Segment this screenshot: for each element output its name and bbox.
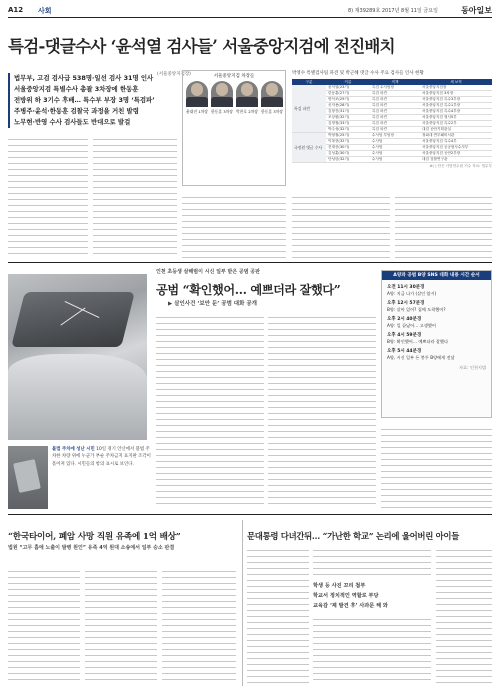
table-cell: 특검 파견 xyxy=(370,91,420,97)
timeline-time: 오후 12시 57분경 xyxy=(387,301,425,306)
table-source: ※( ) 안은 사법연수원 기수 자료: 법무부 xyxy=(429,164,492,168)
timeline-text: B양: 확인했어… 예쁘더라 잘했다 xyxy=(387,338,449,344)
official-name: 한동훈 3차장 xyxy=(261,109,283,114)
table-cell: 청와대 반부패비서관 xyxy=(420,133,492,139)
bottom-left-subhead: 법원 “고무 흄에 노출이 발병 원인” 유족 4억 원대 소송에서 일부 승소 판결 xyxy=(8,545,175,551)
table-cell: 서울중앙지검 특수3부장 xyxy=(420,97,492,103)
table-cell: 한동훈(27기) xyxy=(326,91,370,97)
top-headline: 특검-댓글수사 ‘윤석열 검사들’ 서울중앙지검에 전진배치 xyxy=(8,37,395,56)
date-line: 8) 제39289호 2017년 8월 11일 금요일 xyxy=(348,8,438,14)
table-cell: 서울중앙지검 특수4부장 xyxy=(420,109,492,115)
official-photo xyxy=(261,81,283,107)
lead-point: 서울중앙지검 특별수사 총괄 3차장에 한동훈 xyxy=(14,85,139,93)
table-cell: 김영철(33기) xyxy=(326,121,370,127)
officials-photo-box xyxy=(182,70,286,186)
section-divider xyxy=(8,262,492,263)
article-body-column xyxy=(436,545,492,683)
table-cell: 조상원(32기) xyxy=(326,115,370,121)
table-header: 이름 xyxy=(326,79,370,85)
table-cell: 김성훈(30기) xyxy=(326,151,370,157)
bottom-right-subhead xyxy=(313,581,431,611)
timeline-text: B양: 살아 있어? 집에 도착했어? xyxy=(387,306,446,312)
table-cell: 단성한(32기) xyxy=(326,157,370,163)
timeline-text: A양: 지금 나가 (살인 암시) xyxy=(387,290,437,296)
middle-kicker: 인천 초등생 살해범이 시신 일부 받은 공범 공판 xyxy=(156,269,260,275)
timeline-time: 오전 11시 30분경 xyxy=(387,285,425,290)
appointment-table-box xyxy=(292,70,492,169)
table-cell: 수사팀 xyxy=(370,157,420,163)
article-body-column xyxy=(381,424,492,508)
article-body-column xyxy=(156,312,264,504)
bottom-left-headline: “한국타이어, 폐암 사망 직원 유족에 1억 배상” xyxy=(8,532,181,542)
article-body-column xyxy=(8,134,88,254)
timeline-item xyxy=(382,285,491,296)
table-cell: 특검 파견 xyxy=(370,109,420,115)
table-cell: 대검 공안기획관실 xyxy=(420,127,492,133)
section-divider xyxy=(8,514,492,515)
article-body-column xyxy=(247,545,309,683)
article-body-column xyxy=(313,545,431,575)
lead-point: 노무현·반영 수사 검사들도 반대으로 발걸 xyxy=(14,118,131,126)
table-cell: 박형철(25기) xyxy=(326,133,370,139)
page-number: A12 xyxy=(8,6,24,14)
table-cell: 박주성(32기) xyxy=(326,127,370,133)
table-cell: 특검 파견 xyxy=(370,103,420,109)
table-cell: 신자용(28기) xyxy=(326,103,370,109)
official-photo xyxy=(211,81,233,107)
table-cell: 특검 파견 xyxy=(370,121,420,127)
lead-points xyxy=(8,73,178,128)
middle-subhead: ▶ 살인사건 ‘보안 둔’ 공범 대화 공개 xyxy=(168,301,257,307)
column-divider xyxy=(242,520,243,686)
table-cell: 김창진(31기) xyxy=(326,109,370,115)
table-cell: 서울중앙지검 3차장 xyxy=(420,91,492,97)
table-cell: 특검 파견 xyxy=(370,115,420,121)
table-cell: 대검 검찰연구관 xyxy=(420,157,492,163)
illegal-parking-car-photo xyxy=(8,274,147,440)
table-cell: 진재선(30기) xyxy=(326,145,370,151)
timeline-item xyxy=(382,349,491,360)
article-body-column xyxy=(93,134,177,254)
article-body-column xyxy=(313,614,431,680)
table-cell: 수사팀 xyxy=(370,151,420,157)
table-group-label: 특검 파견 xyxy=(292,85,326,133)
table-cell: 서울중앙지검 공공형사수사부 xyxy=(420,145,492,151)
lead-point: 전방위 하 3기수 후배… 특수부 부장 3명 ‘특검파’ xyxy=(14,96,155,104)
table-cell: 서울중앙지검 특수4부 xyxy=(420,139,492,145)
timeline-time: 오후 4시 59분경 xyxy=(387,333,422,338)
table-cell: 이복현(32기) xyxy=(326,139,370,145)
table-cell: 양석조(29기) xyxy=(326,97,370,103)
article-body-column xyxy=(292,192,390,258)
table-cell: 서울중앙지검 형사5부 xyxy=(420,115,492,121)
official-name: 윤대진 1차장 xyxy=(186,109,208,114)
sns-timeline-box xyxy=(381,270,492,418)
timeline-item xyxy=(382,301,491,312)
subhead-line: 학생 등 사진 꼬리 첨부 xyxy=(313,583,366,589)
photo-caption-small: (서울중앙지검장) xyxy=(157,72,191,77)
photo-caption xyxy=(52,446,152,468)
table-cell: 서울중앙지검 특수1부장 xyxy=(420,103,492,109)
article-body-column xyxy=(268,312,376,504)
timeline-source: 자료: 인천지법 xyxy=(458,365,486,370)
article-body-column xyxy=(395,192,492,258)
table-title: 박영수 특별검사팀 파견 및 박근혜 댓글 수사 주요 검사들 인사 현황 xyxy=(292,71,424,76)
table-cell: 특검 수사팀장 xyxy=(370,85,420,91)
official-photo xyxy=(186,81,208,107)
table-cell: 윤석열(23기) xyxy=(326,85,370,91)
article-body-column xyxy=(8,566,80,680)
table-cell: 특검 파견 xyxy=(370,97,420,103)
officials-box-title: 서울중앙지검 차장들 xyxy=(213,74,255,79)
subhead-line: 학교서 정치적인 역할로 부당 xyxy=(313,593,379,599)
middle-headline: 공범 “확인했어… 예쁘더라 잘했다” xyxy=(156,283,341,297)
table-cell: 서울중앙지검장 xyxy=(420,85,492,91)
bottom-right-headline: 문대통령 다녀간뒤… “가난한 학교” 논리에 울어버린 아이들 xyxy=(247,531,459,541)
table-cell: 수사팀 xyxy=(370,145,420,151)
newspaper-brand: 동아일보 xyxy=(461,5,492,15)
article-body-column xyxy=(162,566,236,680)
table-header: 직책 xyxy=(370,79,420,85)
table-header: 구분 xyxy=(292,79,326,85)
section-label: 사회 xyxy=(38,7,52,15)
timeline-text: A양: 일 끝났어… 고생했어 xyxy=(387,322,436,328)
subhead-line: 교육감 ‘제 발견 후’ 사과문 해 와 xyxy=(313,603,388,609)
table-cell: 서울중앙지검 특수2부 xyxy=(420,121,492,127)
table-cell: 수사팀 xyxy=(370,139,420,145)
sign-fragment-photo xyxy=(8,446,48,509)
table-cell: 수사팀 부팀장 xyxy=(370,133,420,139)
article-body-column xyxy=(85,566,157,680)
official-name: 박찬호 2차장 xyxy=(236,109,258,114)
timeline-item xyxy=(382,333,491,344)
timeline-text: A양, 시신 일부 든 봉투 B양에게 전달 xyxy=(387,354,455,360)
article-body-column xyxy=(182,192,286,258)
table-cell: 특검 파견 xyxy=(370,127,420,133)
table-group-label: 국정원 댓글 수사 xyxy=(292,133,326,163)
timeline-title: A양과 공범 B양 SNS 대화 내용 시간 순서 xyxy=(382,271,491,280)
timeline-item xyxy=(382,317,491,328)
table-header: 새 보직 xyxy=(420,79,492,85)
appointment-table xyxy=(292,79,492,163)
lead-point: 법무부, 고검 검사급 538명·일선 검사 31명 인사 xyxy=(14,74,154,82)
table-cell: 서울중앙지검 공안2부장 xyxy=(420,151,492,157)
page-header xyxy=(8,4,492,18)
official-photo xyxy=(236,81,258,107)
photo-caption-title: 불법 주차에 성난 시민 xyxy=(52,447,95,452)
official-name: 한동훈 3차장 xyxy=(211,109,233,114)
lead-point: 주병주·윤석·한동훈 검찰국 과정을 거친 발령 xyxy=(14,107,139,115)
photo-caption-text: 10일 경기 안산에서 불법 주차한 차량 위에 누군가 부순 주차금지 표지판 조각이 흩어져 있다. 시민들의 항의 표시로 보인다. xyxy=(52,447,151,467)
timeline-time: 오후 5시 44분경 xyxy=(387,349,422,354)
timeline-time: 오후 2시 40분경 xyxy=(387,317,422,322)
